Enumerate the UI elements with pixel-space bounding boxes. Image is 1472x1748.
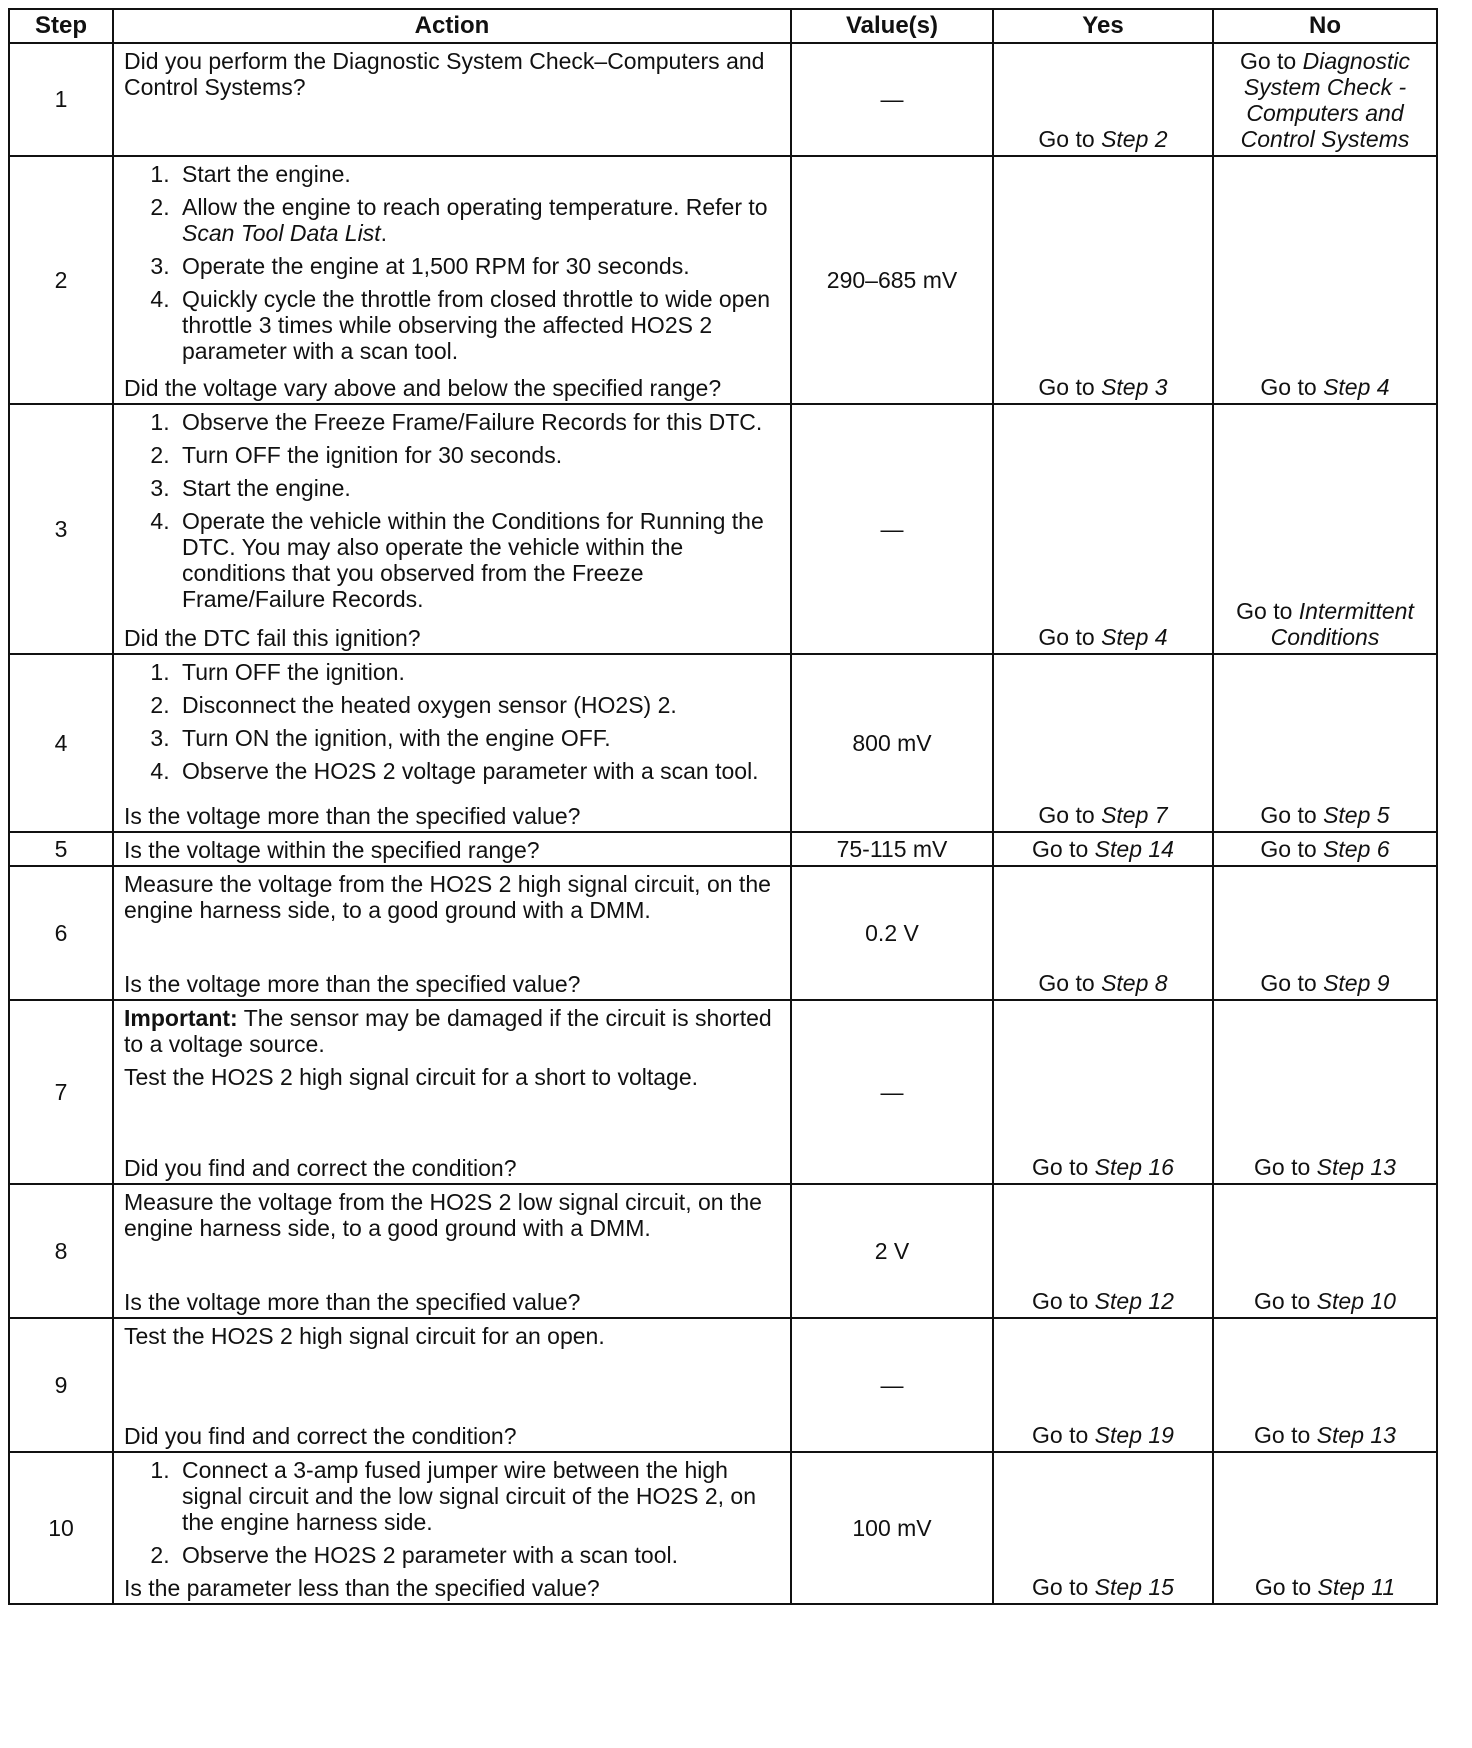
action-paragraph: Did you perform the Diagnostic System Check–Computers and Control Systems? (124, 48, 765, 100)
table-row (9, 1318, 1437, 1452)
header-no: No (1213, 9, 1437, 43)
yes-target[interactable]: Step 14 (1094, 836, 1174, 862)
table-header-row (9, 9, 1437, 43)
step-number: 1 (9, 43, 113, 156)
yes-target[interactable]: Step 12 (1094, 1288, 1174, 1314)
action-cell (113, 1318, 791, 1452)
action-content (124, 1005, 782, 1181)
no-target[interactable]: Step 13 (1316, 1154, 1396, 1180)
action-cell (113, 832, 791, 866)
action-cell (113, 43, 791, 156)
no-target[interactable]: Step 11 (1317, 1574, 1396, 1600)
action-step-item: 2. Turn OFF the ignition for 30 seconds. (176, 442, 782, 468)
action-step-item: 4. Observe the HO2S 2 voltage parameter with a scan tool. (176, 758, 782, 784)
header-yes: Yes (993, 9, 1213, 43)
step-number: 2 (9, 156, 113, 404)
action-step-item: 2. Observe the HO2S 2 parameter with a scan tool. (176, 1542, 782, 1568)
table-row (9, 654, 1437, 832)
action-paragraph: Test the HO2S 2 high signal circuit for a short to voltage. (124, 1064, 699, 1090)
yes-cell (993, 866, 1213, 1000)
action-cell (113, 1452, 791, 1604)
no-cell (1213, 156, 1437, 404)
step-number: 4 (9, 654, 113, 832)
action-paragraph: Test the HO2S 2 high signal circuit for an open. (124, 1323, 605, 1349)
yes-target[interactable]: Step 7 (1101, 802, 1168, 828)
no-go-to-link[interactable]: Go to Step 11 (1254, 1574, 1396, 1600)
action-question: Did the voltage vary above and below the specified range? (124, 375, 722, 401)
action-step-item: 1. Observe the Freeze Frame/Failure Records for this DTC. (176, 409, 782, 435)
table-row (9, 43, 1437, 156)
no-go-to-link[interactable]: Go to Step 10 (1254, 1288, 1396, 1314)
step-number: 6 (9, 866, 113, 1000)
action-step-list (124, 1457, 782, 1575)
table-row (9, 404, 1437, 654)
yes-cell (993, 1318, 1213, 1452)
yes-go-to-link[interactable]: Go to Step 15 (1032, 1574, 1174, 1600)
action-cell (113, 654, 791, 832)
reference-link[interactable]: Scan Tool Data List (182, 220, 381, 246)
table-row (9, 1184, 1437, 1318)
yes-cell (993, 156, 1213, 404)
no-cell (1213, 1000, 1437, 1184)
action-step-item: 1. Connect a 3-amp fused jumper wire between the high signal circuit and the low signal circuit of the HO2S 2, on the engine harness side. (176, 1457, 782, 1535)
value-cell: 75-115 mV (791, 832, 993, 866)
yes-target[interactable]: Step 4 (1101, 624, 1168, 650)
yes-go-to-link[interactable]: Go to Step 4 (1038, 624, 1168, 650)
step-number: 9 (9, 1318, 113, 1452)
value-cell: — (791, 404, 993, 654)
value-cell: — (791, 1000, 993, 1184)
no-go-to-link[interactable]: Go to Step 13 (1254, 1422, 1396, 1448)
action-step-item: 2. Allow the engine to reach operating temperature. Refer to Scan Tool Data List. (176, 194, 782, 246)
value-cell: 290–685 mV (791, 156, 993, 404)
value-cell: — (791, 1318, 993, 1452)
action-question: Is the voltage within the specified range? (124, 837, 540, 863)
action-content (124, 871, 782, 997)
no-cell (1213, 404, 1437, 654)
action-content (124, 48, 782, 153)
yes-cell (993, 43, 1213, 156)
yes-target[interactable]: Step 15 (1094, 1574, 1174, 1600)
header-step: Step (9, 9, 113, 43)
table-row (9, 1452, 1437, 1604)
action-cell (113, 404, 791, 654)
yes-go-to-link[interactable]: Go to Step 16 (1032, 1154, 1174, 1180)
value-cell: — (791, 43, 993, 156)
no-cell (1213, 866, 1437, 1000)
action-step-item: 3. Turn ON the ignition, with the engine OFF. (176, 725, 782, 751)
step-number: 3 (9, 404, 113, 654)
action-step-item: 2. Disconnect the heated oxygen sensor (HO2S) 2. (176, 692, 782, 718)
action-cell (113, 866, 791, 1000)
yes-go-to-link[interactable]: Go to Step 3 (1038, 374, 1168, 400)
important-label: Important: (124, 1005, 238, 1031)
action-question: Did you find and correct the condition? (124, 1155, 517, 1181)
important-note (124, 1005, 782, 1057)
action-cell (113, 1184, 791, 1318)
action-step-item: 1. Start the engine. (176, 161, 782, 187)
no-target[interactable]: Step 13 (1316, 1422, 1396, 1448)
no-cell (1213, 1184, 1437, 1318)
action-question: Did you find and correct the condition? (124, 1423, 517, 1449)
no-go-to-link[interactable]: Go to Step 9 (1260, 970, 1390, 996)
yes-go-to-link[interactable]: Go to Step 8 (1038, 970, 1168, 996)
no-target[interactable]: Intermittent Conditions (1270, 598, 1414, 650)
no-target[interactable]: Step 9 (1323, 970, 1390, 996)
yes-cell (993, 1184, 1213, 1318)
yes-go-to-link[interactable]: Go to Step 7 (1038, 802, 1168, 828)
action-question: Is the parameter less than the specified value? (124, 1575, 600, 1601)
yes-cell (993, 832, 1213, 866)
no-cell (1213, 654, 1437, 832)
action-content (124, 409, 782, 651)
action-step-list (124, 161, 782, 371)
action-step-item: 4. Quickly cycle the throttle from closed throttle to wide open throttle 3 times while observing the affected HO2S 2 parameter with a scan tool. (176, 286, 782, 364)
yes-go-to-link[interactable]: Go to Step 19 (1032, 1422, 1174, 1448)
action-content (124, 1457, 782, 1601)
no-go-to-link[interactable]: Go to Intermittent Conditions (1236, 598, 1414, 650)
step-number: 5 (9, 832, 113, 866)
yes-cell (993, 404, 1213, 654)
yes-target[interactable]: Step 8 (1101, 970, 1168, 996)
step-number: 10 (9, 1452, 113, 1604)
action-cell (113, 156, 791, 404)
action-step-list (124, 409, 782, 619)
yes-cell (993, 1452, 1213, 1604)
no-target[interactable]: Step 6 (1323, 836, 1390, 862)
action-step-item: 4. Operate the vehicle within the Conditions for Running the DTC. You may also operate the vehicle within the conditions that you observed from the Freeze Frame/Failure Records. (176, 508, 782, 612)
action-content (124, 1323, 782, 1449)
yes-go-to-link[interactable]: Go to Step 14 (1032, 836, 1174, 862)
yes-go-to-link[interactable]: Go to Step 2 (1038, 126, 1168, 152)
value-cell: 2 V (791, 1184, 993, 1318)
yes-target[interactable]: Step 16 (1094, 1154, 1174, 1180)
value-cell: 800 mV (791, 654, 993, 832)
table-row (9, 156, 1437, 404)
no-target[interactable]: Step 5 (1323, 802, 1390, 828)
action-step-item: 3. Operate the engine at 1,500 RPM for 30 seconds. (176, 253, 782, 279)
step-number: 8 (9, 1184, 113, 1318)
value-cell: 0.2 V (791, 866, 993, 1000)
yes-target[interactable]: Step 3 (1101, 374, 1168, 400)
yes-target[interactable]: Step 2 (1101, 126, 1168, 152)
action-paragraph: Measure the voltage from the HO2S 2 low signal circuit, on the engine harness side, to a good ground with a DMM. (124, 1189, 762, 1241)
no-go-to-link[interactable]: Go to Step 5 (1260, 802, 1390, 828)
action-paragraph: Measure the voltage from the HO2S 2 high signal circuit, on the engine harness side, to a good ground with a DMM. (124, 871, 771, 923)
important-text: The sensor may be damaged if the circuit is shorted to a voltage source. (124, 1005, 772, 1057)
diagnostic-table (8, 8, 1438, 1605)
no-target[interactable]: Step 4 (1323, 374, 1390, 400)
action-question: Is the voltage more than the specified value? (124, 803, 581, 829)
step-number: 7 (9, 1000, 113, 1184)
no-cell (1213, 43, 1437, 156)
action-question: Is the voltage more than the specified value? (124, 1289, 581, 1315)
no-go-to-link[interactable]: Go to Step 6 (1260, 836, 1390, 862)
yes-cell (993, 1000, 1213, 1184)
header-action: Action (113, 9, 791, 43)
action-content (124, 659, 782, 829)
table-row (9, 832, 1437, 866)
no-target[interactable]: Diagnostic System Check - Computers and Control Systems (1240, 48, 1411, 152)
action-question: Did the DTC fail this ignition? (124, 625, 421, 651)
no-target[interactable]: Step 10 (1316, 1288, 1396, 1314)
table-row (9, 866, 1437, 1000)
value-cell: 100 mV (791, 1452, 993, 1604)
action-step-item: 3. Start the engine. (176, 475, 782, 501)
no-go-to-link[interactable]: Go to Step 4 (1260, 374, 1390, 400)
table-row (9, 1000, 1437, 1184)
no-go-to-link[interactable]: Go to Step 13 (1254, 1154, 1396, 1180)
action-content (124, 161, 782, 401)
no-cell (1213, 1318, 1437, 1452)
action-step-list (124, 659, 782, 791)
action-content (124, 1189, 782, 1315)
yes-target[interactable]: Step 19 (1094, 1422, 1174, 1448)
action-cell (113, 1000, 791, 1184)
yes-cell (993, 654, 1213, 832)
yes-go-to-link[interactable]: Go to Step 12 (1032, 1288, 1174, 1314)
header-values: Value(s) (791, 9, 993, 43)
no-cell (1213, 1452, 1437, 1604)
no-go-to-link[interactable]: Go to Diagnostic System Check - Computers and Control Systems (1239, 48, 1411, 152)
action-question: Is the voltage more than the specified value? (124, 971, 581, 997)
no-cell (1213, 832, 1437, 866)
action-step-item: 1. Turn OFF the ignition. (176, 659, 782, 685)
action-content (124, 837, 782, 863)
